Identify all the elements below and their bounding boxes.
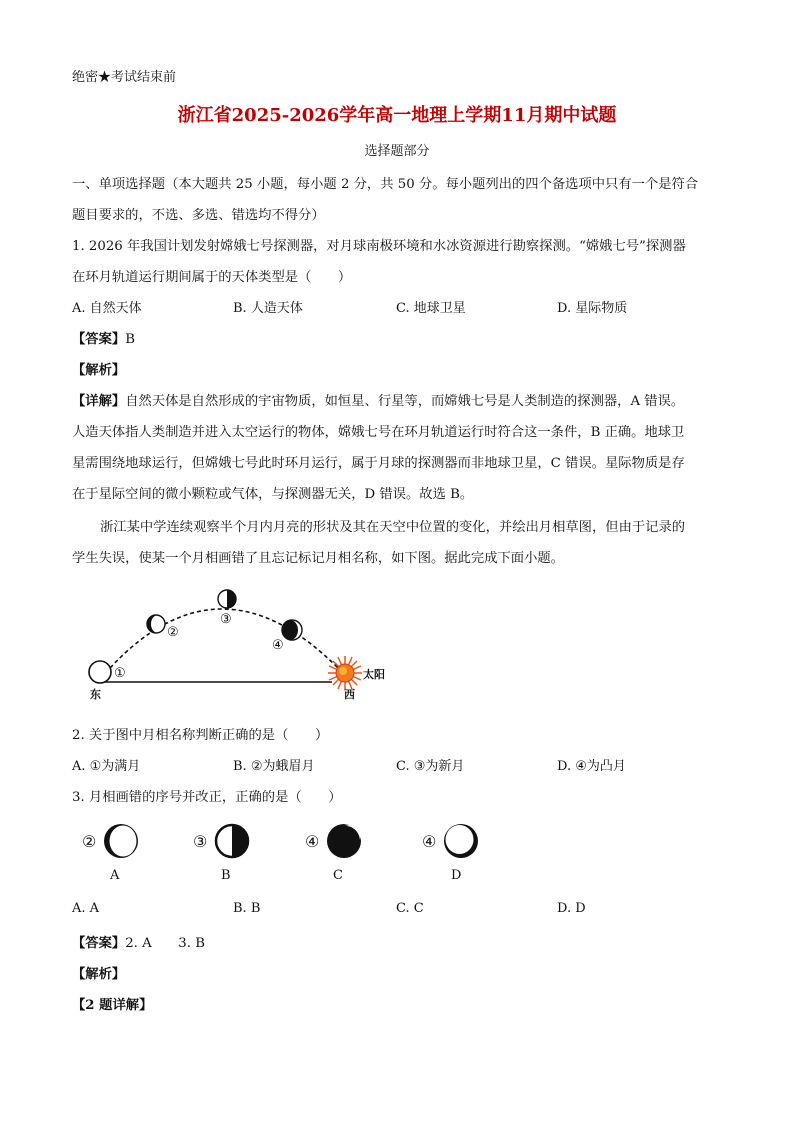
moon-choice-c-icon bbox=[325, 822, 363, 860]
east-label: 东 bbox=[90, 688, 101, 701]
q3-choice-a-marker: ② bbox=[82, 832, 97, 851]
q2-option-d: D. ④为凸月 bbox=[557, 759, 626, 774]
moon-choice-b-icon bbox=[213, 822, 251, 860]
material-line2: 学生失误，使某一个月相画错了且忘记标记月相名称，如下图。据此完成下面小题。 bbox=[72, 551, 564, 566]
q3-choice-a-letter: A bbox=[110, 868, 120, 883]
confidential-mark: 绝密★考试结束前 bbox=[72, 70, 177, 85]
marker-1: ① bbox=[114, 666, 126, 681]
answers-line bbox=[72, 932, 205, 951]
moon-1-icon bbox=[89, 661, 111, 683]
q3-option-d: D. D bbox=[557, 901, 586, 916]
q3-stem: 3. 月相画错的序号并改正，正确的是（ ） bbox=[72, 790, 342, 805]
moon-3-icon bbox=[218, 590, 236, 608]
q3-option-c: C. C bbox=[396, 901, 424, 916]
section-heading: 选择题部分 bbox=[364, 144, 430, 159]
sun-label: 太阳 bbox=[363, 668, 385, 681]
page-title: 浙江省2025-2026学年高一地理上学期11月期中试题 bbox=[177, 105, 617, 126]
q3-choice-b-letter: B bbox=[221, 868, 231, 883]
q1-option-b: B. 人造天体 bbox=[233, 301, 303, 316]
moon-choice-d-icon bbox=[442, 822, 480, 860]
q2-option-c: C. ③为新月 bbox=[396, 759, 465, 774]
q2-detail-label: 【2 题详解】 bbox=[72, 998, 153, 1013]
q1-detail-line2: 人造天体指人类制造并进入太空运行的物体，嫦娥七号在环月轨道运行时符合这一条件，B 正确。地球卫 bbox=[72, 425, 685, 440]
q2-option-b: B. ②为蛾眉月 bbox=[233, 759, 315, 774]
q1-stem-line2: 在环月轨道运行期间属于的天体类型是（ ） bbox=[72, 270, 352, 285]
q3-choice-d bbox=[422, 822, 482, 892]
q3-option-a: A. A bbox=[72, 901, 100, 916]
answers-analysis-label: 【解析】 bbox=[72, 967, 126, 982]
marker-3: ③ bbox=[220, 612, 232, 627]
q3-choice-c-letter: C bbox=[333, 868, 343, 883]
q1-answer bbox=[72, 328, 135, 347]
material-line1: 浙江某中学连续观察半个月内月亮的形状及其在天空中位置的变化，并绘出月相草图，但由于记录的 bbox=[100, 520, 686, 535]
q1-detail-line3: 星需围绕地球运行，但嫦娥七号此时环月运行，属于月球的探测器而非地球卫星，C 错误。星际物质是存 bbox=[72, 456, 685, 471]
q3-choice-d-letter: D bbox=[451, 868, 462, 883]
q1-option-a: A. 自然天体 bbox=[72, 301, 142, 316]
q1-analysis-label: 【解析】 bbox=[72, 363, 126, 378]
moon-phase-diagram bbox=[70, 580, 400, 705]
q1-detail-line1 bbox=[72, 390, 684, 409]
sun-icon bbox=[328, 656, 362, 690]
answers-label: 【答案】 bbox=[72, 936, 126, 951]
marker-2: ② bbox=[167, 625, 179, 640]
part1-instruction-line1: 一、单项选择题（本大题共 25 小题，每小题 2 分，共 50 分。每小题列出的四个备选项中只有一个是符合 bbox=[72, 177, 699, 192]
moon-4-icon bbox=[282, 620, 302, 640]
west-label: 西 bbox=[344, 688, 355, 701]
q1-option-c: C. 地球卫星 bbox=[396, 301, 466, 316]
q3-choice-b-marker: ③ bbox=[193, 832, 208, 851]
detail-text: 自然天体是自然形成的宇宙物质，如恒星、行星等，而嫦娥七号是人类制造的探测器，A 错误。 bbox=[125, 394, 685, 409]
q3-choice-c bbox=[305, 822, 365, 892]
q3-choice-b bbox=[193, 822, 253, 892]
marker-4: ④ bbox=[272, 638, 284, 653]
q3-option-b: B. B bbox=[233, 901, 261, 916]
q2-stem: 2. 关于图中月相名称判断正确的是（ ） bbox=[72, 728, 329, 743]
q1-stem-line1: 1. 2026 年我国计划发射嫦娥七号探测器，对月球南极环境和水冰资源进行勘察探测。“嫦娥七号”探测器 bbox=[72, 239, 686, 254]
q2-option-a: A. ①为满月 bbox=[72, 759, 141, 774]
answer-label: 【答案】 bbox=[72, 332, 126, 347]
moon-choice-a-icon bbox=[102, 822, 140, 860]
moon-2-icon bbox=[147, 615, 165, 633]
answers-value: 2. A 3. B bbox=[125, 936, 205, 951]
answer-value: B bbox=[125, 332, 135, 347]
q1-option-d: D. 星际物质 bbox=[557, 301, 628, 316]
q3-choice-a bbox=[82, 822, 142, 892]
q1-detail-line4: 在于星际空间的微小颗粒或气体，与探测器无关，D 错误。故选 B。 bbox=[72, 487, 474, 502]
part1-instruction-line2: 题目要求的，不选、多选、错选均不得分） bbox=[72, 208, 325, 223]
q3-choice-d-marker: ④ bbox=[422, 832, 437, 851]
detail-label: 【详解】 bbox=[72, 394, 126, 409]
q3-choice-c-marker: ④ bbox=[305, 832, 320, 851]
